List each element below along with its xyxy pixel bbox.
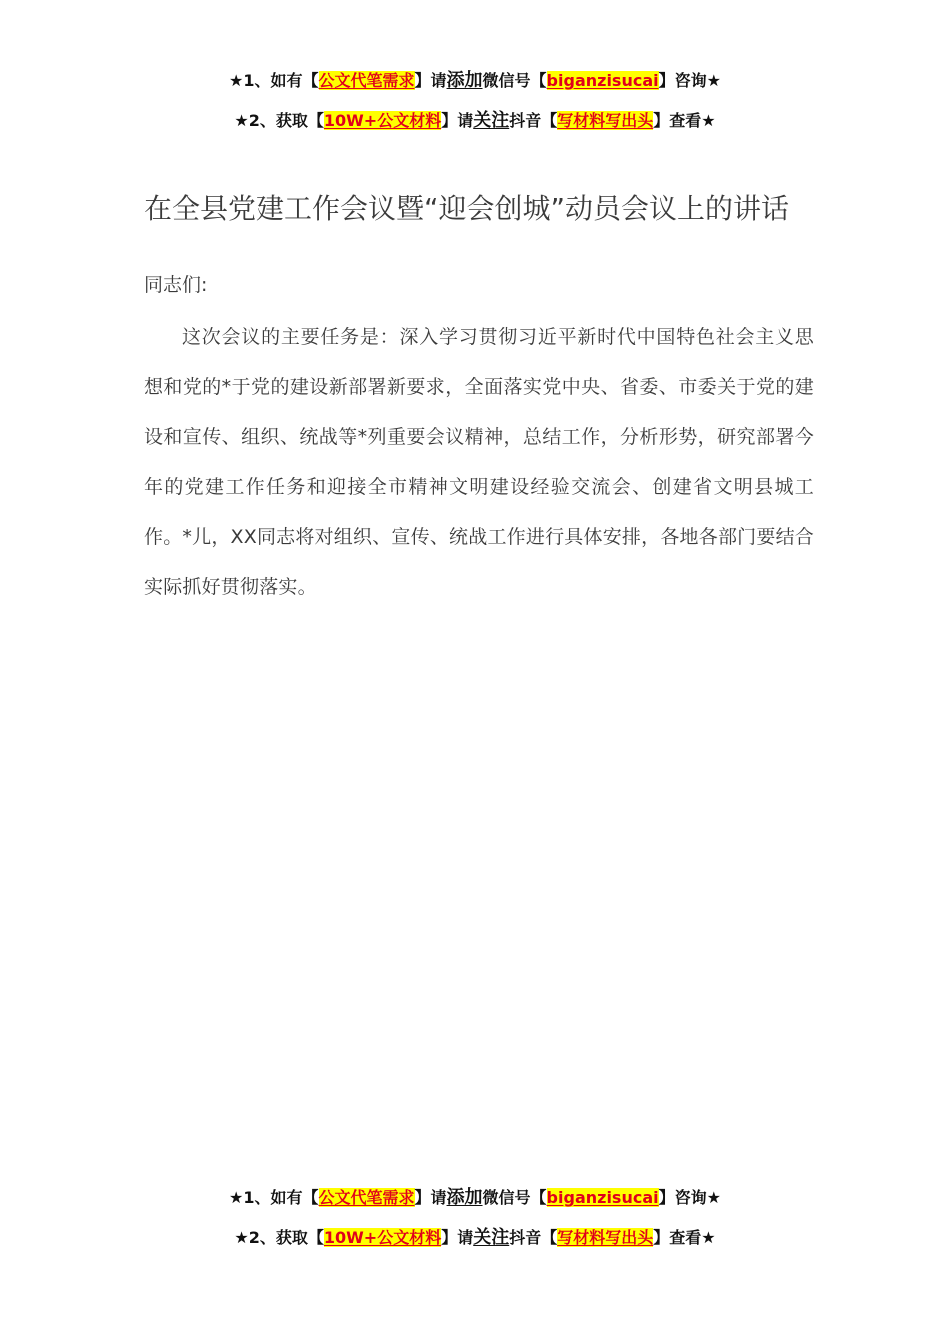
document-greeting: 同志们: <box>144 274 208 296</box>
document-paragraph: 这次会议的主要任务是：深入学习贯彻习近平新时代中国特色社会主义思想和党的*于党的建设新部署新要求，全面落实党中央、省委、市委关于党的建设和宣传、组织、统战等*列重要会议精神，总结工作，分析形势，研究部署今年的党建工作任务和迎接全市精神文明建设经验交流会、创建省文明县城工作。*儿，XX同志将对组织、宣传、统战工作进行具体安排，各地各部门要结合实际抓好贯彻落实。 <box>144 326 814 598</box>
promo-highlight-materials: 10W+公文材料 <box>323 1228 442 1247</box>
promo-text: 】咨询★ <box>658 1188 721 1207</box>
promo-highlight-douyin-id: 写材料写出头 <box>557 111 654 130</box>
promo-emphasis-add: 添加 <box>446 70 483 91</box>
promo-text: 】请 <box>414 71 447 90</box>
promo-highlight-douyin-id: 写材料写出头 <box>557 1228 654 1247</box>
promo-emphasis-follow: 关注 <box>473 110 510 131</box>
promo-text: 】请 <box>414 1188 447 1207</box>
promo-text: ★1、如有【 <box>229 71 319 90</box>
promo-text: 微信号【 <box>482 71 547 90</box>
promo-highlight-service: 公文代笔需求 <box>318 1188 415 1207</box>
promo-text: 】请 <box>441 1228 474 1247</box>
promo-emphasis-follow: 关注 <box>473 1227 510 1248</box>
promo-banner-bottom <box>0 1187 950 1249</box>
promo-text: 抖音【 <box>509 111 558 130</box>
document-title: 在全县党建工作会议暨“迎会创城”动员会议上的讲话 <box>144 192 790 225</box>
promo-text: 】查看★ <box>653 111 716 130</box>
promo-highlight-wechat-id: biganzisucai <box>546 71 659 90</box>
promo-text: ★2、获取【 <box>234 1228 324 1247</box>
promo-highlight-materials: 10W+公文材料 <box>323 111 442 130</box>
promo-line-2 <box>0 1227 950 1249</box>
promo-text: 】查看★ <box>653 1228 716 1247</box>
promo-banner-top <box>0 70 950 132</box>
promo-emphasis-add: 添加 <box>446 1187 483 1208</box>
promo-line-2 <box>0 110 950 132</box>
promo-text: 抖音【 <box>509 1228 558 1247</box>
promo-highlight-wechat-id: biganzisucai <box>546 1188 659 1207</box>
promo-line-1 <box>0 70 950 92</box>
promo-text: ★1、如有【 <box>229 1188 319 1207</box>
promo-text: ★2、获取【 <box>234 111 324 130</box>
promo-highlight-service: 公文代笔需求 <box>318 71 415 90</box>
promo-line-1 <box>0 1187 950 1209</box>
promo-text: 】咨询★ <box>658 71 721 90</box>
promo-text: 】请 <box>441 111 474 130</box>
document-body <box>144 180 814 612</box>
promo-text: 微信号【 <box>482 1188 547 1207</box>
